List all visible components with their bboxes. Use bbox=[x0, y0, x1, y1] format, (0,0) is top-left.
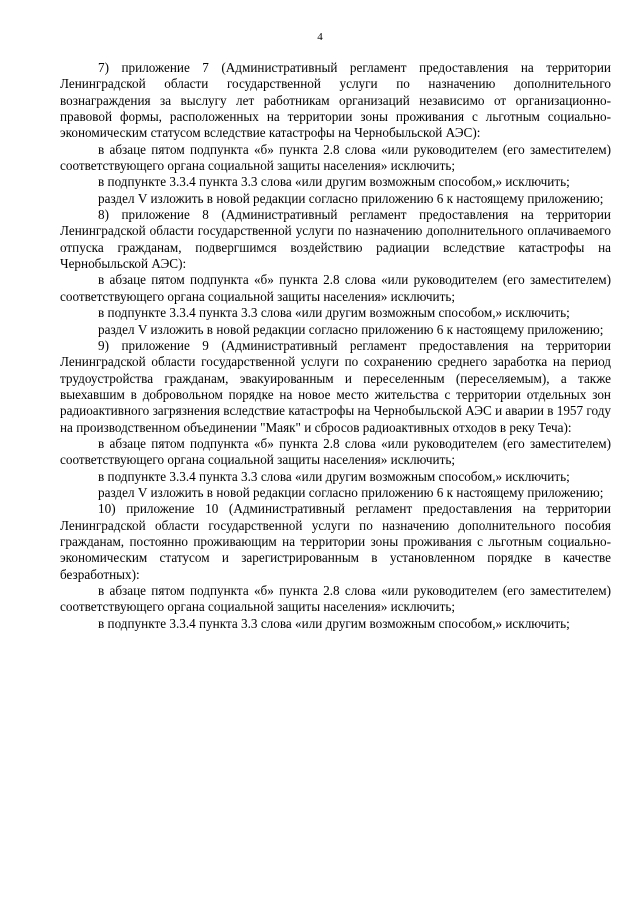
paragraph-item-9-intro: 9) приложение 9 (Административный регламент предоставления на территории Ленинградской области государственной услуги по сохранению среднего заработка на период трудоустройства гражданам, эвакуированным и переселенным (переселяемым), а также выехавшим в добровольном порядке на новое место жительства с территории отдельных зон радиоактивного загрязнения вследствие катастрофы на Чернобыльской АЭС и аварии в 1957 году на производственном объединении "Маяк" и сбросов радиоактивных отходов в реку Теча): bbox=[60, 337, 611, 435]
paragraph-amend-2-8: в абзаце пятом подпункта «б» пункта 2.8 слова «или руководителем (его заместителем) соответствующего органа социальной защиты населения» исключить; bbox=[60, 272, 611, 304]
page-number: 4 bbox=[317, 31, 323, 43]
paragraph-section-v: раздел V изложить в новой редакции согласно приложению 6 к настоящему приложению; bbox=[98, 484, 604, 500]
paragraph-amend-3-3-4: в подпункте 3.3.4 пункта 3.3 слова «или другим возможным способом,» исключить; bbox=[98, 305, 570, 321]
paragraph-amend-2-8: в абзаце пятом подпункта «б» пункта 2.8 слова «или руководителем (его заместителем) соответствующего органа социальной защиты населения» исключить; bbox=[60, 141, 611, 174]
paragraph-amend-2-8: в абзаце пятом подпункта «б» пункта 2.8 слова «или руководителем (его заместителем) соответствующего органа социальной защиты населения» исключить; bbox=[60, 435, 611, 468]
paragraph-amend-3-3-4: в подпункте 3.3.4 пункта 3.3 слова «или другим возможным способом,» исключить; bbox=[98, 615, 570, 631]
paragraph-item-7-intro: 7) приложение 7 (Административный регламент предоставления на территории Ленинградской области государственной услуги по назначению дополнительного вознаграждения за выслугу лет работникам организаций независимо от организационно-правовой формы, расположенных на территории зоны проживания с льготным социально-экономическим статусом вследствие катастрофы на Чернобыльской АЭС): bbox=[60, 60, 611, 141]
paragraph-amend-3-3-4: в подпункте 3.3.4 пункта 3.3 слова «или другим возможным способом,» исключить; bbox=[98, 468, 570, 484]
paragraph-section-v: раздел V изложить в новой редакции согласно приложению 6 к настоящему приложению; bbox=[98, 190, 604, 206]
paragraph-amend-2-8: в абзаце пятом подпункта «б» пункта 2.8 слова «или руководителем (его заместителем) соответствующего органа социальной защиты населения» исключить; bbox=[60, 583, 611, 615]
paragraph-section-v: раздел V изложить в новой редакции согласно приложению 6 к настоящему приложению; bbox=[98, 321, 604, 337]
paragraph-amend-3-3-4: в подпункте 3.3.4 пункта 3.3 слова «или другим возможным способом,» исключить; bbox=[98, 174, 570, 190]
paragraph-item-8-intro: 8) приложение 8 (Административный регламент предоставления на территории Ленинградской области государственной услуги по назначению дополнительного оплачиваемого отпуска гражданам, подвергшимся воздействию радиации вследствие катастрофы на Чернобыльской АЭС): bbox=[60, 207, 611, 272]
document-body bbox=[60, 60, 611, 632]
paragraph-item-10-intro: 10) приложение 10 (Административный регламент предоставления на территории Ленинградской области государственной услуги по назначению дополнительного пособия гражданам, постоянно проживающим на территории зоны проживания с льготным социально-экономическим статусом и зарегистрированным в установленном порядке в качестве безработных): bbox=[60, 501, 611, 582]
